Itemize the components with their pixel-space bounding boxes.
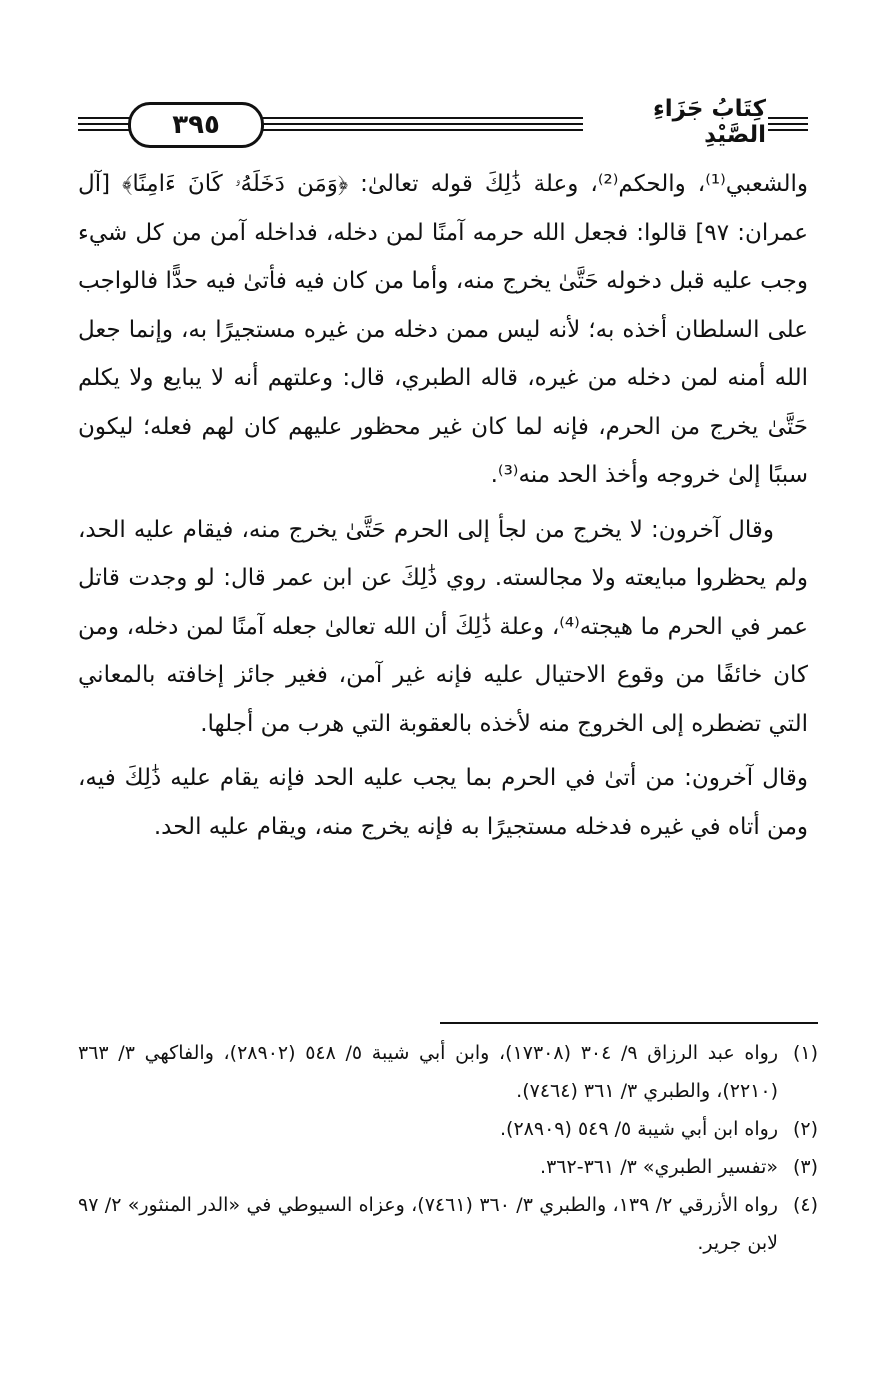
page-header (78, 98, 808, 146)
paragraph: وقال آخرون: من أتىٰ في الحرم بما يجب عليه الحد فإنه يقام عليه ذَٰلِكَ فيه، ومن أتاه في غيره فدخله مستجيرًا به فإنه يخرج منه، ويقام عليه الحد. (78, 765, 808, 840)
footnote (78, 1034, 818, 1110)
page-number-badge (128, 102, 264, 148)
footnote-text: رواه عبد الرزاق ٩/ ٣٠٤ (١٧٣٠٨)، وابن أبي شيبة ٥/ ٥٤٨ (٢٨٩٠٢)، والفاكهي ٣/ ٣٦٣ (٢٢١٠)، والطبري ٣/ ٣٦١ (٧٤٦٤). (78, 1042, 778, 1102)
footnote-separator (440, 1022, 818, 1024)
footnote-text: رواه الأزرقي ٢/ ١٣٩، والطبري ٣/ ٣٦٠ (٧٤٦١)، وعزاه السيوطي في «الدر المنثور» ٢/ ٩٧ لابن جرير. (78, 1194, 778, 1254)
footnotes (78, 1034, 818, 1262)
header-rule (253, 123, 583, 125)
footnote (78, 1148, 818, 1186)
header-rule (253, 117, 583, 119)
paragraph: وقال آخرون: لا يخرج من لجأ إلى الحرم حَتَّىٰ يخرج منه، فيقام عليه الحد، ولم يحظروا مبايعته ولا مجالسته. روي ذَٰلِكَ عن ابن عمر قال: لو وجدت قاتل عمر في الحرم ما هيجته⁽⁴⁾، وعلة ذَٰلِكَ أن الله تعالىٰ جعله آمنًا لمن دخله، ومن كان خائفًا من وقوع الاحتيال عليه فإنه غير آمن، فغير جائز إخافته بالمعاني التي تضطره إلى الخروج منه لأخذه بالعقوبة التي هرب من أجلها. (78, 516, 808, 737)
paragraph: والشعبي⁽¹⁾، والحكم⁽²⁾، وعلة ذَٰلِكَ قوله تعالىٰ: ﴿وَمَن دَخَلَهُۥ كَانَ ءَامِنًا﴾ [آل عمران: ٩٧] قالوا: فجعل الله حرمه آمنًا لمن دخله، فداخله آمن من كل شيء وجب عليه قبل دخوله حَتَّىٰ يخرج منه، وأما من كان فيه فأتىٰ فيه حدًّا فالواجب على السلطان أخذه به؛ لأنه ليس ممن دخله من غيره مستجيرًا به، وإنما جعل الله أمنه لمن دخله من غيره، قاله الطبري، قال: وعلتهم أنه لا يبايع ولا يكلم حَتَّىٰ يخرج من الحرم، فإنه لما كان غير محظور عليهم كان لهم فعله؛ ليكون سببًا إلىٰ خروجه وأخذ الحد منه⁽³⁾. (78, 171, 808, 488)
running-title: كِتَابُ جَزَاءِ الصَّيْدِ (652, 96, 766, 148)
footnote-number: (٤) (792, 1194, 818, 1216)
footnote (78, 1186, 818, 1262)
header-rule (768, 129, 808, 131)
footnote (78, 1110, 818, 1148)
header-rule (768, 123, 808, 125)
footnote-number: (٣) (792, 1156, 818, 1178)
footnote-number: (١) (792, 1042, 818, 1064)
page-number: ٣٩٥ (172, 110, 220, 140)
footnote-text: رواه ابن أبي شيبة ٥/ ٥٤٩ (٢٨٩٠٩). (500, 1118, 778, 1140)
footnote-number: (٢) (792, 1118, 818, 1140)
main-text (78, 160, 808, 857)
header-rule (768, 117, 808, 119)
footnote-text: «تفسير الطبري» ٣/ ٣٦١-٣٦٢. (540, 1156, 778, 1178)
header-rule (253, 129, 583, 131)
